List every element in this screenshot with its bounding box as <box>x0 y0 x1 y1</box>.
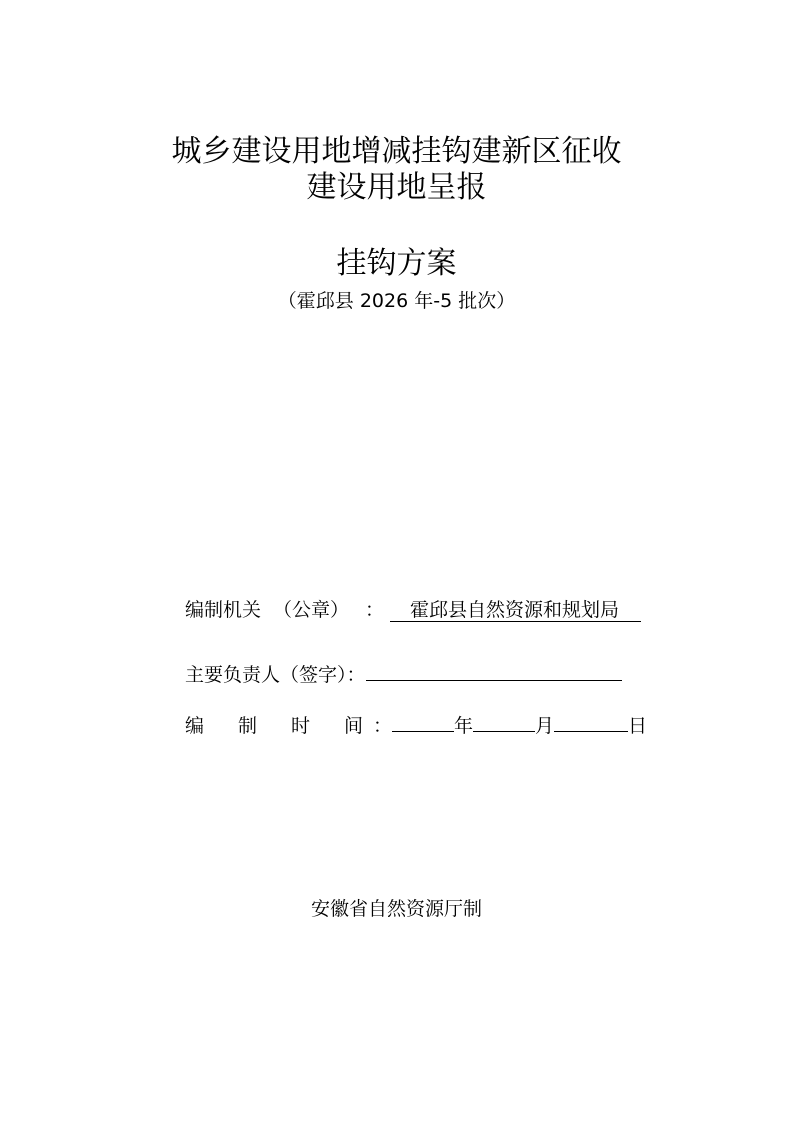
month-blank <box>473 711 535 732</box>
seal-label: （公章） <box>273 599 350 621</box>
signature-line <box>366 660 622 681</box>
compile-time-char: 制 <box>238 715 258 737</box>
compiling-organ-row <box>185 597 641 623</box>
compiling-organ-value: 霍邱县自然资源和规划局 <box>390 599 641 622</box>
day-blank <box>554 711 628 732</box>
document-title-line-1: 城乡建设用地增减挂钩建新区征收 <box>171 134 622 169</box>
document-title-line-2: 建设用地呈报 <box>306 170 487 205</box>
compile-time-label <box>185 715 373 737</box>
year-label: 年 <box>454 715 474 737</box>
day-label: 日 <box>628 715 648 737</box>
batch-label: （霍邱县 2026 年-5 批次） <box>277 290 516 312</box>
leader-signature-row <box>185 660 622 688</box>
compile-time-char: 间 <box>344 715 364 737</box>
year-blank <box>392 711 454 732</box>
compiling-organ-label: 编制机关 <box>185 599 262 621</box>
document-subtitle: 挂钩方案 <box>336 246 457 281</box>
issuer-footer: 安徽省自然资源厅制 <box>310 898 482 920</box>
compile-time-char: 编 <box>185 715 205 737</box>
time-colon: ： <box>373 715 393 737</box>
compile-time-row <box>185 711 647 739</box>
compile-time-char: 时 <box>291 715 311 737</box>
colon: ： <box>365 599 385 621</box>
month-label: 月 <box>535 715 555 737</box>
leader-signature-label: 主要负责人（签字）： <box>185 664 366 686</box>
